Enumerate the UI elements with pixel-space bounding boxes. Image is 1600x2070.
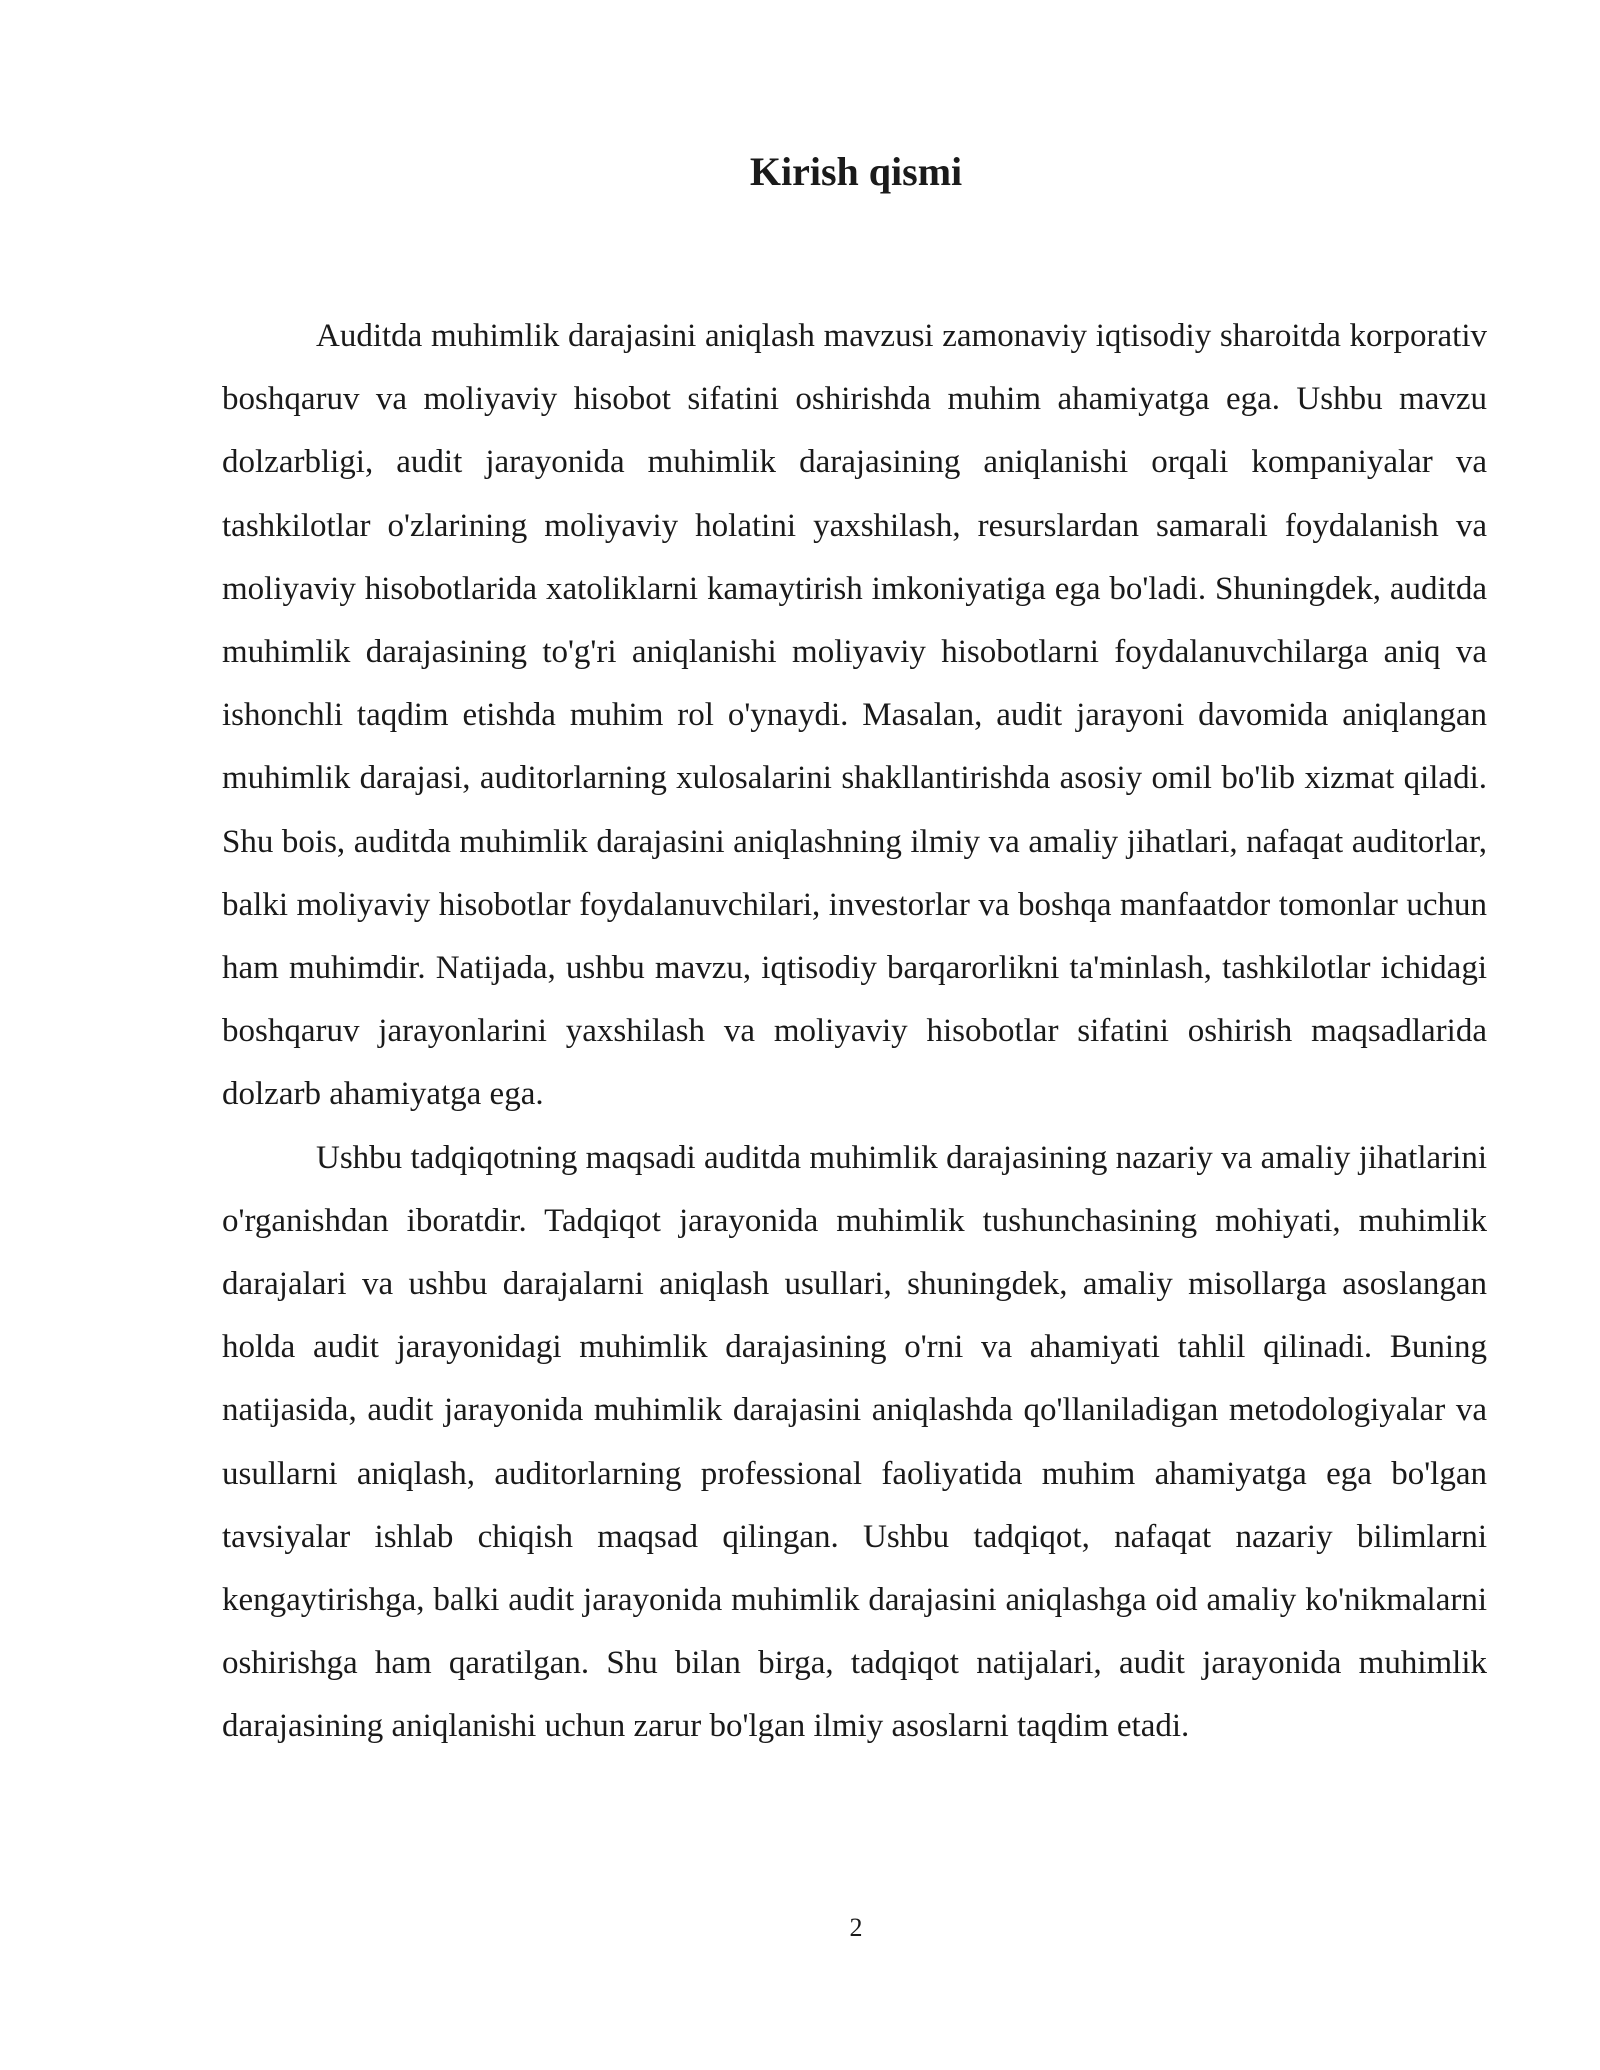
body-text — [222, 305, 1487, 1759]
paragraph-relevance: Auditda muhimlik darajasini aniqlash mavzusi zamonaviy iqtisodiy sharoitda korporativ boshqaruv va moliyaviy hisobot sifatini oshirishda muhim ahamiyatga ega. Ushbu mavzu dolzarbligi, audit jarayonida muhimlik darajasining aniqlanishi orqali kompaniyalar va tashkilotlar o'zlarining moliyaviy holatini yaxshilash, resurslardan samarali foydalanish va moliyaviy hisobotlarida xatoliklarni kamaytirish imkoniyatiga ega bo'ladi. Shuningdek, auditda muhimlik darajasining to'g'ri aniqlanishi moliyaviy hisobotlarni foydalanuvchilarga aniq va ishonchli taqdim etishda muhim rol o'ynaydi. Masalan, audit jarayoni davomida aniqlangan muhimlik darajasi, auditorlarning xulosalarini shakllantirishda asosiy omil bo'lib xizmat qiladi. Shu bois, auditda muhimlik darajasini aniqlashning ilmiy va amaliy jihatlari, nafaqat auditorlar, balki moliyaviy hisobotlar foydalanuvchilari, investorlar va boshqa manfaatdor tomonlar uchun ham muhimdir. Natijada, ushbu mavzu, iqtisodiy barqarorlikni ta'minlash, tashkilotlar ichidagi boshqaruv jarayonlarini yaxshilash va moliyaviy hisobotlar sifatini oshirish maqsadlarida dolzarb ahamiyatga ega. — [222, 318, 1487, 1113]
page-title: Kirish qismi — [749, 149, 963, 194]
page-number: 2 — [849, 1913, 863, 1942]
paragraph-goal: Ushbu tadqiqotning maqsadi auditda muhimlik darajasining nazariy va amaliy jihatlarini o'rganishdan iboratdir. Tadqiqot jarayonida muhimlik tushunchasining mohiyati, muhimlik darajalari va ushbu darajalarni aniqlash usullari, shuningdek, amaliy misollarga asoslangan holda audit jarayonidagi muhimlik darajasining o'rni va ahamiyati tahlil qilinadi. Buning natijasida, audit jarayonida muhimlik darajasini aniqlashda qo'llaniladigan metodologiyalar va usullarni aniqlash, auditorlarning professional faoliyatida muhim ahamiyatga ega bo'lgan tavsiyalar ishlab chiqish maqsad qilingan. Ushbu tadqiqot, nafaqat nazariy bilimlarni kengaytirishga, balki audit jarayonida muhimlik darajasini aniqlashga oid amaliy ko'nikmalarni oshirishga ham qaratilgan. Shu bilan birga, tadqiqot natijalari, audit jarayonida muhimlik darajasining aniqlanishi uchun zarur bo'lgan ilmiy asoslarni taqdim etadi. — [222, 1139, 1487, 1745]
